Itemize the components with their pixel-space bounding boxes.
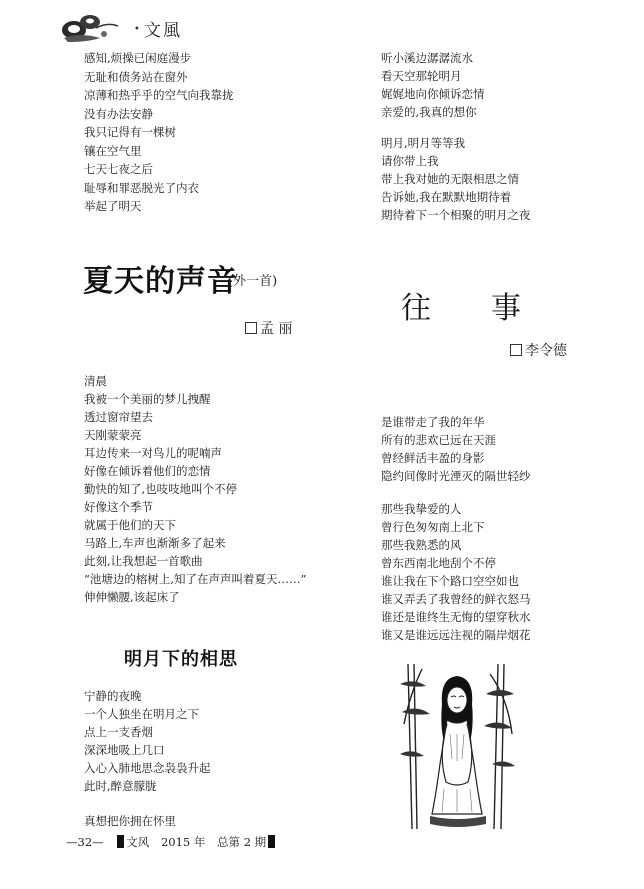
past-author xyxy=(510,340,567,360)
poem-line: 那些我挚爱的人 xyxy=(381,502,462,516)
poem-line: 马路上,车声也渐渐多了起来 xyxy=(84,536,226,550)
poem-line: 没有办法安静 xyxy=(84,106,153,121)
poem-line: 亲爱的,我真的想你 xyxy=(381,105,477,119)
page-footer xyxy=(66,834,277,850)
poem-line: 镶在空气里 xyxy=(84,143,142,158)
poem-moon-stanza-1 xyxy=(381,49,485,121)
poem-line: 是谁带走了我的年华 xyxy=(381,415,485,429)
poem-line: 此时,醉意朦胧 xyxy=(84,779,157,793)
poem-line: 曾行色匆匆南上北下 xyxy=(381,520,485,534)
poem-line: 清晨 xyxy=(84,374,107,388)
poem-line: “池塘边的榕树上,知了在声声叫着夏天……” xyxy=(84,572,307,586)
woman-bamboo-illustration xyxy=(400,664,515,829)
poem-line: 谁又是谁远远注视的隔岸烟花 xyxy=(381,628,531,642)
poem-line: 看天空那轮明月 xyxy=(381,69,462,83)
poem-line: 明月,明月等等我 xyxy=(381,136,466,150)
poem-moon-stanza-2 xyxy=(381,134,531,224)
author-box-icon xyxy=(245,322,257,334)
poem-line: 凉薄和热乎乎的空气向我靠拢 xyxy=(84,88,234,102)
poem-line: 此刻,让我想起一首歌曲 xyxy=(84,554,203,568)
poem-line: 真想把你拥在怀里 xyxy=(84,814,176,828)
past-author-name: 李令德 xyxy=(525,343,567,359)
poem-line: 入心入肺地思念袅袅升起 xyxy=(84,761,211,775)
poem-line: 举起了明天 xyxy=(84,199,142,213)
footer-year: 2015 年 xyxy=(160,835,206,849)
poem-line: 我只记得有一棵树 xyxy=(84,125,176,139)
poem-line: 带上我对她的无限相思之情 xyxy=(381,172,519,186)
page-header xyxy=(60,8,200,46)
poem-line: 曾东西南北地刮个不停 xyxy=(381,556,496,570)
poem-line: 耳边传来一对鸟儿的呢喃声 xyxy=(84,446,222,460)
past-title-char-1: 往 xyxy=(401,291,431,326)
poem-line: 耻辱和罪恶脱光了内衣 xyxy=(84,180,199,195)
poem-line: 请你带上我 xyxy=(381,154,439,168)
poem-line: 所有的悲欢已远在天涯 xyxy=(381,433,496,447)
past-poem-stanza-1 xyxy=(381,413,531,485)
poem-line: 勤快的知了,也吱吱地叫个不停 xyxy=(84,482,238,496)
poem-line: 一个人独坐在明月之下 xyxy=(84,707,199,721)
author-box-icon xyxy=(510,344,522,356)
page-number: 32 xyxy=(77,835,93,849)
footer-block-icon xyxy=(117,835,124,848)
summer-poem xyxy=(84,372,306,606)
summer-subtitle: (外一首) xyxy=(228,274,278,289)
poem-line: 那些我熟悉的风 xyxy=(381,538,462,552)
poem-line: 谁让我在下个路口空空如也 xyxy=(381,574,519,588)
poem-line: 期待着下一个相聚的明月之夜 xyxy=(381,208,531,222)
footer-dash-right: — xyxy=(92,835,104,849)
moon-poem-last xyxy=(84,812,176,830)
header-dot: • xyxy=(134,24,140,35)
poem-line: 就属于他们的天下 xyxy=(84,518,176,532)
footer-dash-left: — xyxy=(66,835,78,849)
poem-line: 天刚蒙蒙亮 xyxy=(84,428,142,442)
moon-title: 明月下的相思 xyxy=(124,649,238,670)
summer-title: 夏天的声音 xyxy=(83,264,238,299)
magazine-title: 文風 xyxy=(144,21,182,41)
past-title-char-2: 事 xyxy=(491,291,521,326)
poem-line: 娓娓地向你倾诉恋情 xyxy=(381,87,485,101)
poem-line: 好像在倾诉着他们的恋情 xyxy=(84,464,211,478)
poem-line: 宁静的夜晚 xyxy=(84,689,142,703)
flower-ornament-icon xyxy=(60,8,120,46)
moon-poem xyxy=(84,687,211,795)
poem-line: 透过窗帘望去 xyxy=(84,410,153,424)
poem-line: 无耻和债务站在窗外 xyxy=(84,69,188,84)
poem-line: 点上一支香烟 xyxy=(84,725,153,739)
poem-line: 曾经鲜活丰盈的身影 xyxy=(381,451,485,465)
poem-line: 听小溪边潺潺流水 xyxy=(381,51,473,65)
poem-line: 七天七夜之后 xyxy=(84,162,153,176)
past-poem-stanza-2 xyxy=(381,500,531,644)
footer-issue: 总第 2 期 xyxy=(217,835,267,849)
summer-author-name: 孟 丽 xyxy=(260,321,293,337)
poem-line: 伸伸懒腰,该起床了 xyxy=(84,590,180,604)
summer-author xyxy=(245,318,292,338)
poem-line: 好像这个季节 xyxy=(84,500,153,514)
poem-line: 隐约间像时光湮灭的隔世轻纱 xyxy=(381,469,531,483)
poem-line: 谁又弄丢了我曾经的鲜衣怒马 xyxy=(381,592,531,606)
poem-line: 深深地吸上几口 xyxy=(84,743,165,757)
poem-line: 告诉她,我在默默地期待着 xyxy=(381,190,512,204)
footer-block-icon xyxy=(268,835,275,848)
poem-line: 我被一个美丽的梦儿拽醒 xyxy=(84,392,211,406)
poem-line: 感知,烦操已闲庭漫步 xyxy=(84,51,192,65)
poem-continued xyxy=(84,49,234,216)
footer-magazine: 文风 xyxy=(126,835,150,849)
poem-line: 谁还是谁终生无悔的望穿秋水 xyxy=(381,610,531,624)
